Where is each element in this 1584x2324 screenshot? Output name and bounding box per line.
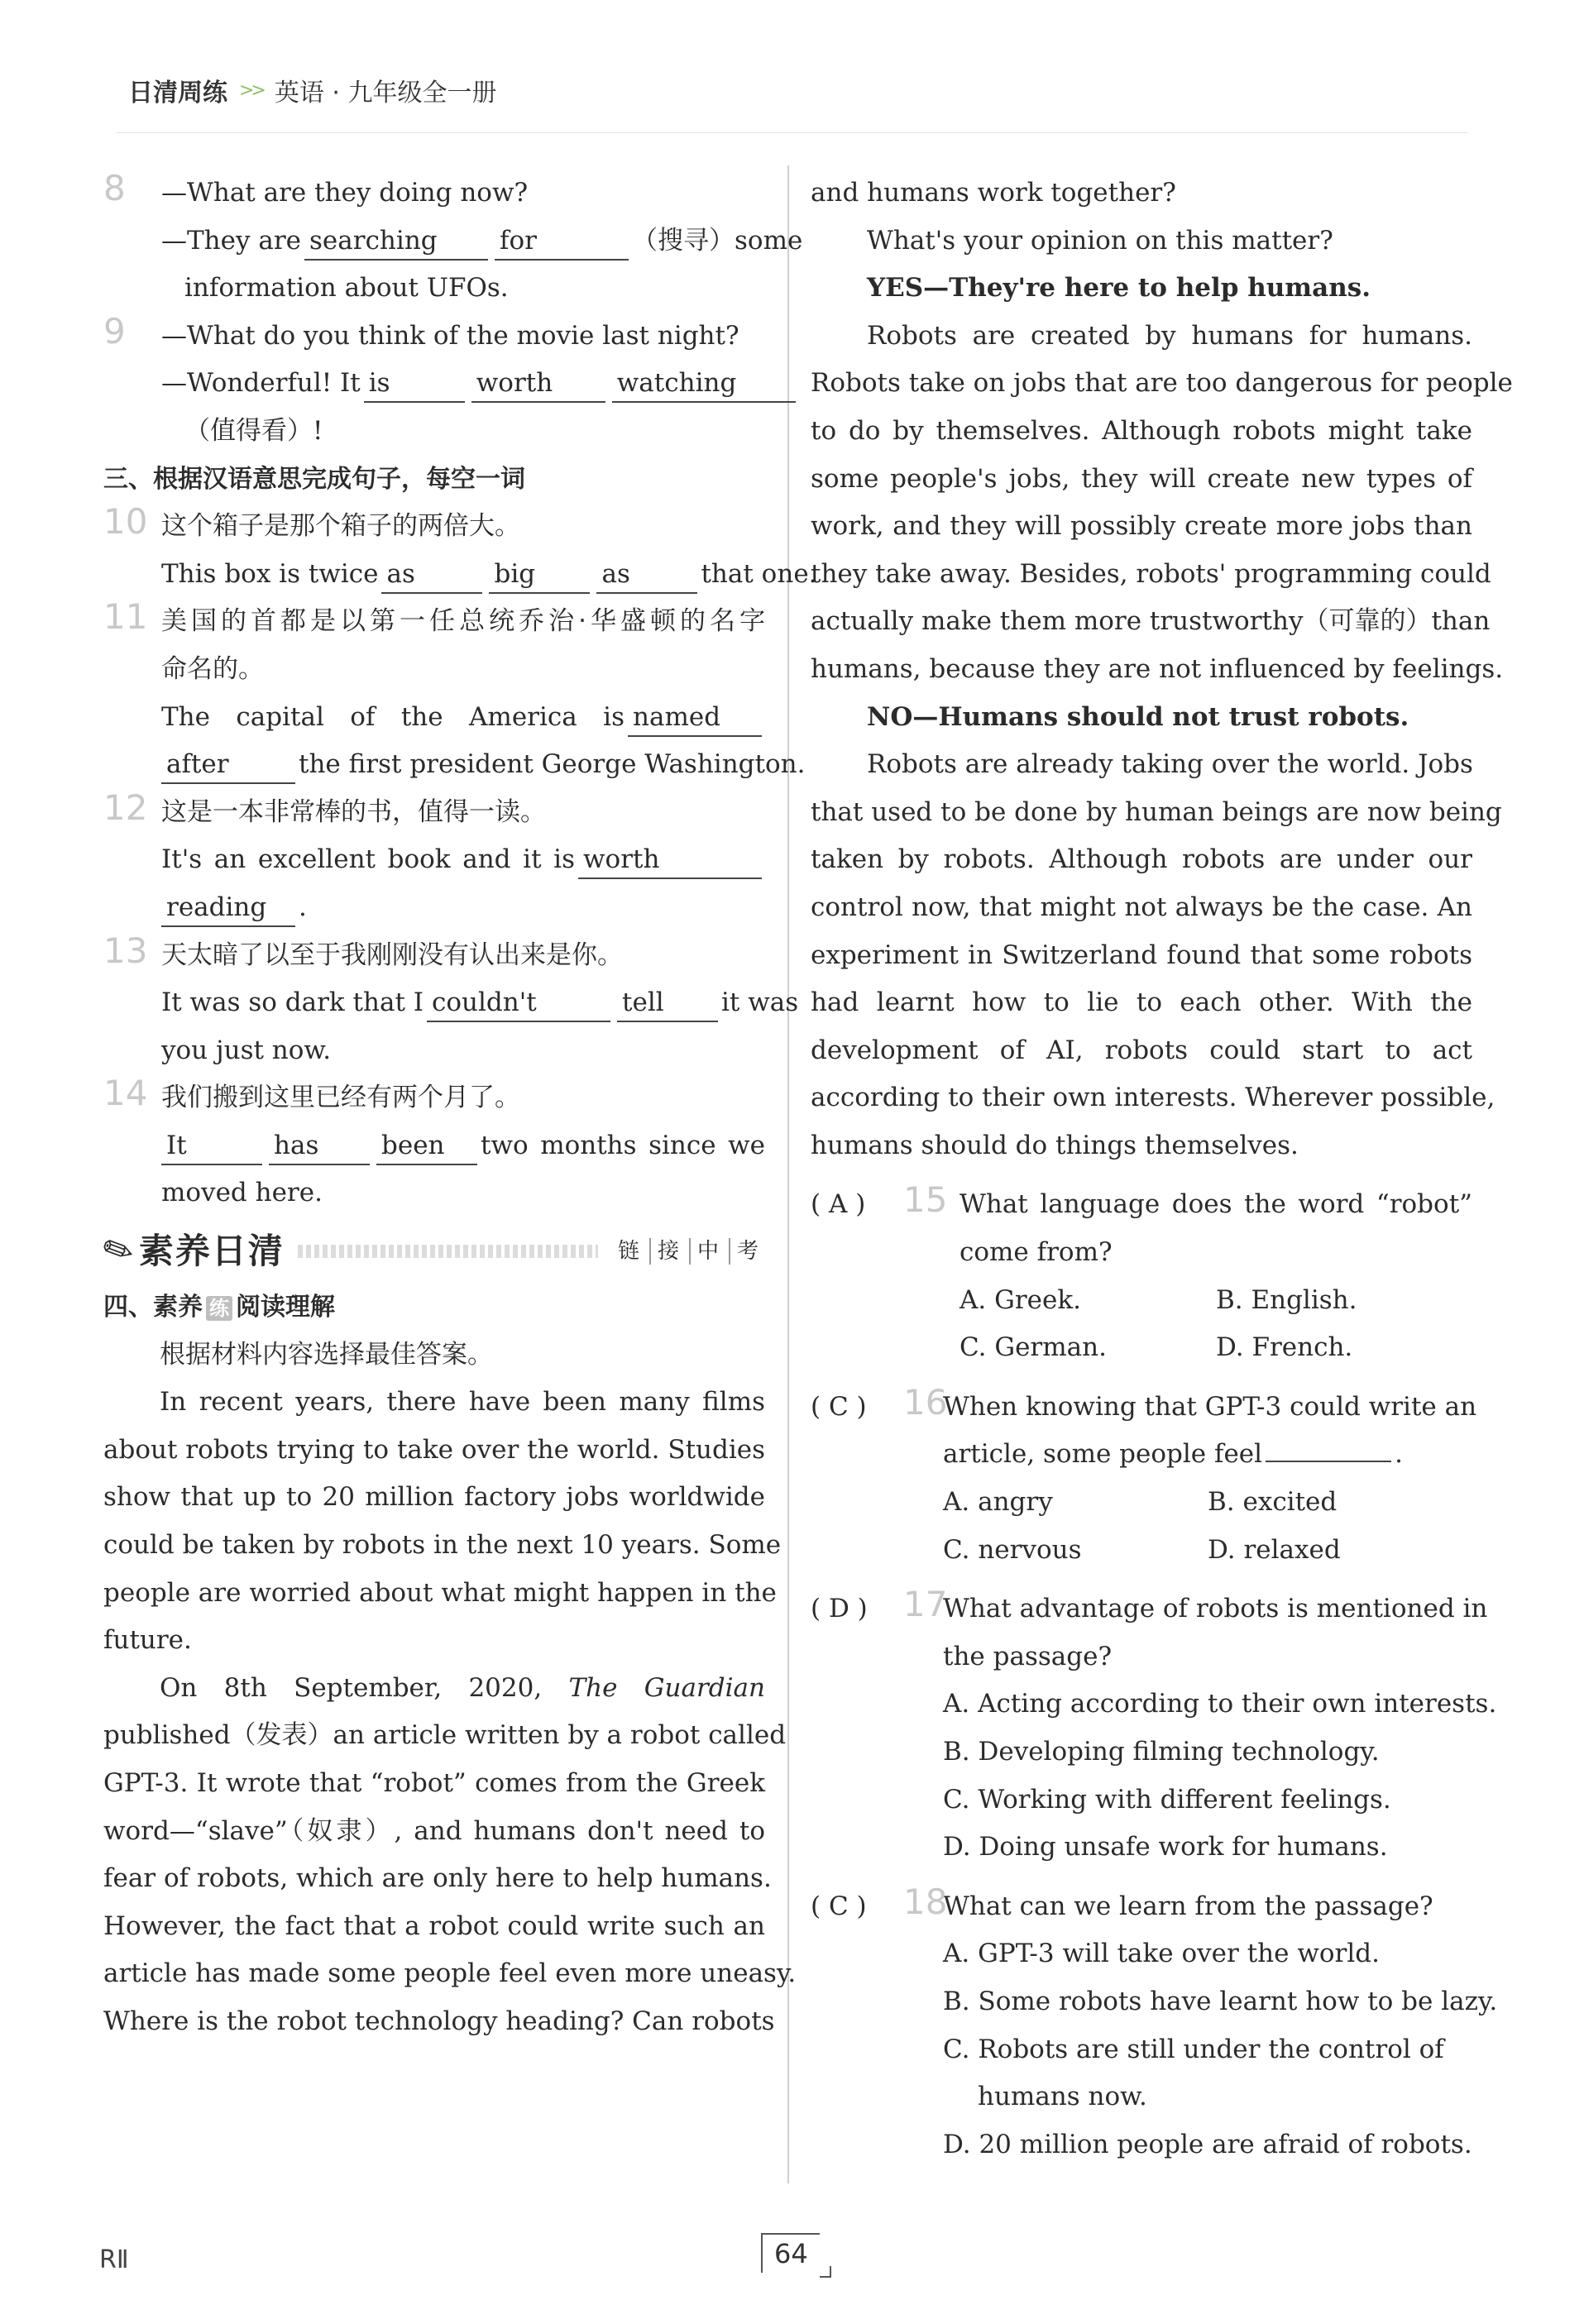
text: two months since we — [481, 1130, 765, 1160]
question-11 — [103, 596, 806, 788]
text: article, some people feel — [943, 1439, 1263, 1470]
question-number: 18 — [903, 1881, 948, 1922]
dialog-line: —What do you think of the movie last night? — [161, 320, 739, 351]
dialog-line — [161, 360, 765, 408]
english-sentence — [161, 1122, 765, 1170]
dialog-line: —What are they doing now? — [161, 178, 529, 208]
question-8 — [103, 168, 803, 313]
question-16 — [811, 1381, 1477, 1574]
answer-blank[interactable]: big — [489, 556, 590, 594]
answer-blank[interactable]: searching — [304, 222, 488, 261]
question-number: 13 — [103, 930, 148, 971]
answer-blank[interactable]: watching — [612, 365, 796, 403]
section-3-heading: 三、根据汉语意思完成句子，每空一词 — [103, 464, 525, 494]
passage-line: people are worried about what might happen in the — [103, 1577, 777, 1608]
option-d[interactable]: D. 20 million people are afraid of robots. — [943, 2129, 1472, 2159]
option-c[interactable]: C. nervous — [943, 1534, 1082, 1565]
answer-blank[interactable] — [1266, 1461, 1391, 1462]
passage-line: development of AI, robots could start to act — [811, 1035, 1472, 1065]
answer-blank[interactable]: It — [161, 1127, 262, 1165]
option-d[interactable]: D. Doing unsafe work for humans. — [943, 1832, 1388, 1863]
question-number: 11 — [103, 596, 148, 638]
question-number: 8 — [103, 168, 126, 208]
passage-line: article has made some people feel even more uneasy. — [103, 1958, 797, 1989]
options — [943, 1479, 1472, 1574]
section-banner — [95, 1222, 765, 1280]
series-title: 日清周练 — [128, 79, 227, 108]
option-c[interactable]: C. Robots are still under the control of — [943, 2034, 1444, 2064]
question-number: 12 — [103, 787, 148, 828]
heading-text: 四、素养 — [103, 1293, 203, 1322]
passage-line: could be taken by robots in the next 10 years. Some — [103, 1530, 782, 1561]
answer-choice[interactable]: ( C ) — [811, 1391, 867, 1422]
chinese-prompt: 我们搬到这里已经有两个月了。 — [161, 1083, 520, 1113]
page-number: 64 — [761, 2233, 820, 2273]
passage-line: control now, that might not always be the case. An — [811, 892, 1472, 922]
banner-stripe — [298, 1245, 598, 1258]
section-4-heading — [103, 1284, 765, 1332]
chinese-prompt: 这个箱子是那个箱子的两倍大。 — [161, 511, 520, 542]
passage-paragraph-2 — [103, 1665, 797, 2046]
passage-line: work, and they will possibly create more jobs than — [811, 511, 1472, 542]
practice-tag: 练 — [206, 1296, 232, 1321]
english-sentence: you just now. — [161, 1035, 332, 1065]
banner-chip: 链 — [617, 1239, 639, 1265]
question-9 — [103, 310, 765, 456]
question-12 — [103, 789, 765, 932]
no-heading: NO—Humans should not trust robots. — [867, 701, 1409, 732]
question-13 — [103, 930, 799, 1075]
answer-blank[interactable]: for — [495, 222, 629, 261]
option-a[interactable]: A. Greek. — [959, 1284, 1082, 1315]
passage-line: that used to be done by human beings are now being — [811, 796, 1502, 827]
passage-line: taken by robots. Although robots are under our — [811, 844, 1472, 875]
passage-line: had learnt how to lie to each other. With the — [811, 987, 1472, 1018]
passage-line: and humans work together? — [811, 178, 1176, 208]
passage-line: word—“slave”（奴隶）, and humans don't need to — [103, 1815, 765, 1846]
no-paragraph — [811, 741, 1502, 1169]
chinese-prompt: 命名的。 — [161, 653, 264, 684]
passage-line: experiment in Switzerland found that some robots — [811, 940, 1472, 970]
english-sentence — [161, 979, 799, 1027]
text: . — [299, 892, 307, 922]
passage-line: What's your opinion on this matter? — [867, 225, 1333, 256]
banner-chip: 中 — [689, 1238, 725, 1265]
option-a[interactable]: A. GPT-3 will take over the world. — [943, 1939, 1380, 1969]
answer-choice[interactable]: ( D ) — [811, 1594, 868, 1624]
banner-chip: 接 — [649, 1238, 686, 1265]
passage-line: to do by themselves. Although robots might take — [811, 415, 1472, 446]
passage-line: In recent years, there have been many films — [160, 1387, 765, 1418]
passage-line: humans should do things themselves. — [811, 1130, 1299, 1160]
english-sentence — [161, 741, 806, 789]
english-sentence — [161, 694, 765, 742]
question-15 — [811, 1181, 1472, 1371]
header-rule — [116, 132, 1468, 133]
column-divider — [787, 165, 789, 2183]
passage-paragraph-1 — [103, 1379, 782, 1665]
heading-text: 阅读理解 — [236, 1293, 335, 1322]
passage-line: humans, because they are not influenced by feelings. — [811, 653, 1504, 684]
answer-blank[interactable]: has — [269, 1127, 370, 1165]
answer-blank[interactable]: been — [376, 1127, 477, 1165]
option-c[interactable]: C. Working with different feelings. — [943, 1784, 1391, 1815]
yes-paragraph — [811, 313, 1513, 694]
question-stem: When knowing that GPT-3 could write an — [943, 1391, 1477, 1422]
passage-line: show that up to 20 million factory jobs worldwide — [103, 1482, 765, 1513]
answer-blank[interactable]: as — [381, 556, 482, 594]
option-d[interactable]: D. relaxed — [1208, 1534, 1341, 1565]
pen-icon: ✎ — [95, 1225, 141, 1277]
option-b[interactable]: B. English. — [1216, 1284, 1357, 1315]
page-header — [128, 69, 496, 111]
dialog-line — [161, 218, 803, 265]
answer-blank[interactable]: reading — [161, 889, 295, 927]
yes-heading: YES—They're here to help humans. — [867, 273, 1371, 304]
header-separator: >> — [239, 79, 263, 101]
english-sentence: moved here. — [161, 1178, 323, 1208]
chinese-prompt: 这是一本非常棒的书，值得一读。 — [161, 796, 546, 827]
dialog-line: information about UFOs. — [184, 273, 509, 304]
question-18 — [811, 1881, 1498, 2169]
banner-title: 素养日清 — [138, 1231, 285, 1272]
passage-line: fear of robots, which are only here to help humans. — [103, 1863, 772, 1894]
passage-line: published（发表）an article written by a robot called — [103, 1720, 787, 1751]
text: On 8th September, 2020, — [160, 1672, 543, 1703]
passage-line: Robots are created by humans for humans. — [867, 320, 1472, 351]
edition-mark: RⅡ — [99, 2245, 129, 2274]
passage-line: future. — [103, 1625, 192, 1656]
question-number: 14 — [103, 1073, 148, 1114]
option-b[interactable]: B. excited — [1208, 1487, 1338, 1518]
english-sentence — [161, 836, 765, 884]
text: It was so dark that I — [161, 987, 424, 1018]
question-stem: What language does the word “robot” — [959, 1189, 1472, 1220]
banner-chips — [611, 1238, 765, 1265]
dialog-line: （值得看）! — [184, 415, 323, 446]
question-number: 15 — [903, 1179, 948, 1221]
passage-line — [103, 1665, 765, 1713]
passage-line: Where is the robot technology heading? Can robots — [103, 2006, 775, 2036]
text: （搜寻）some — [632, 225, 803, 256]
passage-line: GPT-3. It wrote that “robot” comes from the Greek — [103, 1768, 765, 1798]
option-a[interactable]: A. Acting according to their own interests. — [943, 1689, 1497, 1719]
english-sentence — [161, 551, 817, 599]
option-b[interactable]: B. Developing filming technology. — [943, 1737, 1380, 1767]
answer-blank[interactable]: as — [596, 556, 697, 594]
passage-line: Robots take on jobs that are too dangerous for people — [811, 368, 1513, 399]
chinese-prompt: 天太暗了以至于我刚刚没有认出来是你。 — [161, 940, 623, 970]
left-column — [95, 168, 817, 2046]
question-stem: What can we learn from the passage? — [943, 1891, 1433, 1921]
passage-line: some people's jobs, they will create new types of — [811, 463, 1472, 494]
text: The capital of the America is — [161, 701, 625, 732]
question-10 — [103, 501, 817, 598]
answer-choice[interactable]: ( A ) — [811, 1189, 866, 1220]
text: —They are — [161, 225, 302, 256]
passage-line: about robots trying to take over the world. Studies — [103, 1434, 765, 1465]
question-number: 9 — [103, 310, 126, 351]
answer-blank[interactable]: named — [628, 699, 762, 737]
options — [943, 1681, 1497, 1871]
question-number: 10 — [103, 501, 148, 543]
passage-line: they take away. Besides, robots' programming could — [811, 558, 1491, 589]
question-stem — [943, 1431, 1472, 1479]
answer-blank[interactable]: worth — [471, 365, 605, 403]
answer-blank[interactable]: couldn't — [427, 984, 610, 1022]
text: It's an excellent book and it is — [161, 844, 575, 875]
text: that one. — [701, 558, 817, 589]
right-column — [811, 170, 1513, 2169]
question-number: 17 — [903, 1584, 948, 1625]
question-14 — [103, 1074, 765, 1217]
option-c-cont: humans now. — [978, 2082, 1147, 2112]
text: the first president George Washington. — [299, 749, 806, 780]
options — [943, 1277, 1472, 1372]
passage-line: Robots are already taking over the world. Jobs — [867, 749, 1473, 780]
instruction: 根据材料内容选择最佳答案。 — [160, 1339, 493, 1370]
question-17 — [811, 1584, 1497, 1872]
options — [943, 1930, 1498, 2169]
answer-blank[interactable]: tell — [617, 984, 718, 1022]
newspaper-name: The Guardian — [568, 1672, 766, 1703]
passage-line: actually make them more trustworthy（可靠的）than — [811, 606, 1491, 637]
text: it was — [721, 987, 799, 1018]
text: This box is twice — [161, 558, 379, 589]
chinese-prompt: 美国的首都是以第一任总统乔治·华盛顿的名字 — [161, 606, 765, 637]
question-stem: the passage? — [943, 1641, 1113, 1671]
answer-blank[interactable]: after — [161, 746, 295, 784]
answer-choice[interactable]: ( C ) — [811, 1891, 867, 1921]
banner-chip: 考 — [729, 1238, 765, 1265]
english-sentence — [161, 884, 765, 932]
question-stem: What advantage of robots is mentioned in — [943, 1594, 1488, 1624]
option-d[interactable]: D. French. — [1216, 1332, 1353, 1363]
text: —Wonderful! It — [161, 368, 361, 399]
option-a[interactable]: A. angry — [943, 1487, 1053, 1518]
answer-blank[interactable]: worth — [578, 841, 762, 879]
option-c[interactable]: C. German. — [959, 1332, 1107, 1363]
passage-line: However, the fact that a robot could write such an — [103, 1910, 765, 1941]
answer-blank[interactable]: is — [364, 365, 465, 403]
question-number: 16 — [903, 1381, 948, 1423]
passage-line: according to their own interests. Wherever possible, — [811, 1083, 1495, 1113]
option-b[interactable]: B. Some robots have learnt how to be lazy. — [943, 1986, 1498, 2016]
question-stem: come from? — [959, 1237, 1113, 1268]
text: . — [1395, 1439, 1403, 1470]
book-subtitle: 英语 · 九年级全一册 — [274, 79, 497, 108]
